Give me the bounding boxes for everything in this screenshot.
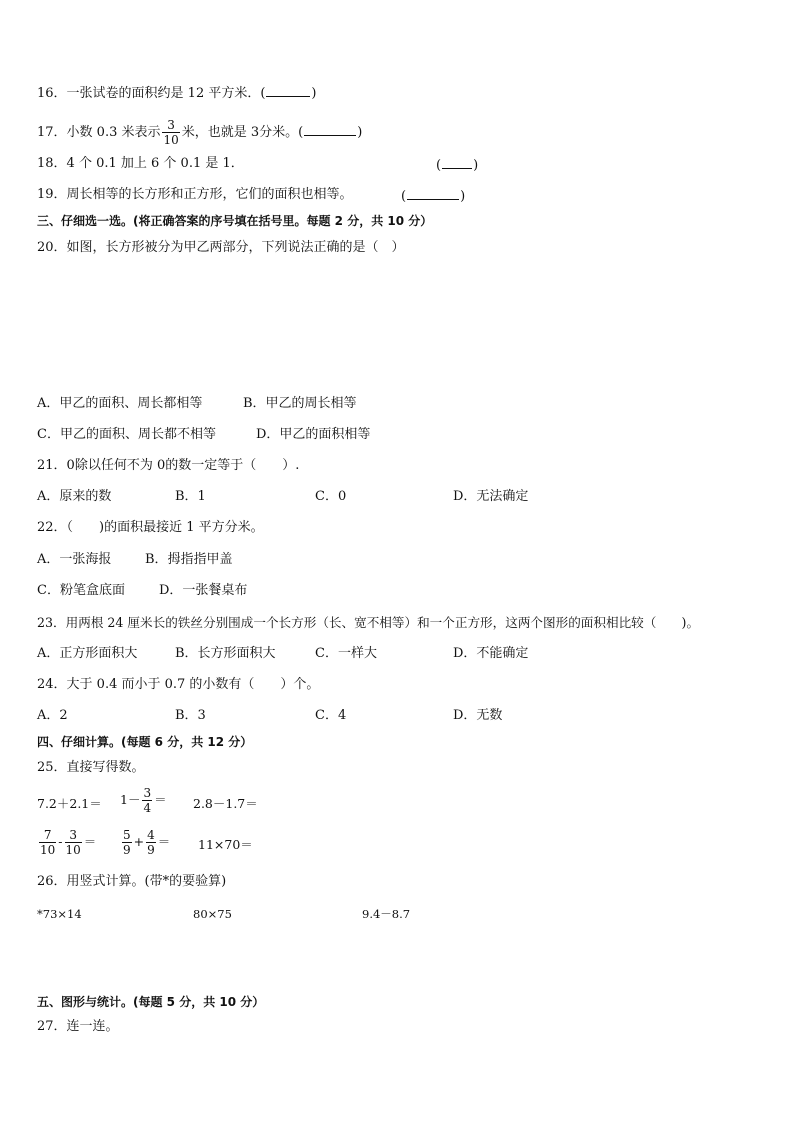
option-b[interactable]: B．1 — [175, 489, 206, 504]
question-26: 26．用竖式计算。(带*的要验算) — [37, 874, 227, 889]
question-25: 25．直接写得数。 — [37, 760, 145, 775]
fraction-5-9: $\frac{5}{9}$ — [123, 828, 131, 857]
option-b[interactable]: B．拇指指甲盖 — [145, 552, 233, 567]
option-c[interactable]: C．一样大 — [315, 646, 377, 661]
question-22: 22．（ )的面积最接近 1 平方分米。 — [37, 520, 264, 535]
option-c[interactable]: C．0 — [315, 489, 347, 504]
section-4-heading: 四、仔细计算。(每题 6 分，共 12 分） — [37, 735, 253, 749]
question-23: 23．用两根 24 厘米长的铁丝分别围成一个长方形（长、宽不相等）和一个正方形，这两个图形的面积相比较（ )。 — [37, 615, 700, 630]
question-21: 21．0除以任何不为 0的数一定等于（ ）. — [37, 458, 300, 473]
calc-item: 11×70＝ — [198, 837, 253, 852]
option-a[interactable]: A．2 — [37, 708, 68, 723]
fraction-3-10: $\frac{3}{10}$ — [65, 828, 81, 857]
option-a[interactable]: A．一张海报 — [37, 552, 112, 567]
option-d[interactable]: D．无法确定 — [453, 489, 529, 504]
question-19-text: 19．周长相等的长方形和正方形，它们的面积也相等。 — [37, 187, 353, 202]
calc-item: $\frac{7}{10}$ - $\frac{3}{10}$ ＝ — [40, 828, 97, 857]
calc-item: *73×14 — [37, 907, 82, 921]
calc-item: 80×75 — [193, 907, 232, 921]
fraction-4-9: $\frac{4}{9}$ — [147, 828, 155, 857]
question-16-text: 16．一张试卷的面积约是 12 平方米．( — [37, 86, 266, 101]
answer-blank[interactable] — [407, 187, 459, 200]
option-c[interactable]: C．粉笔盒底面 — [37, 583, 125, 598]
question-18 — [37, 156, 244, 172]
question-17: 17．小数 0.3 米表示 $\frac{3}{10}$ 米，也就是 3分米。( ) — [37, 118, 363, 147]
question-20: 20．如图，长方形被分为甲乙两部分，下列说法正确的是（ ） — [37, 240, 405, 255]
option-a[interactable]: A．甲乙的面积、周长都相等 — [37, 396, 203, 411]
calc-item: 9.4－8.7 — [362, 907, 411, 921]
option-c[interactable]: C．甲乙的面积、周长都不相等 — [37, 427, 216, 442]
question-19-answer: ( ) — [401, 189, 466, 204]
section-5-heading: 五、图形与统计。(每题 5 分，共 10 分） — [37, 995, 265, 1009]
option-a[interactable]: A．原来的数 — [37, 489, 112, 504]
fraction-7-10: $\frac{7}{10}$ — [40, 828, 56, 857]
calc-item: 2.8－1.7＝ — [193, 796, 258, 811]
question-27: 27．连一连。 — [37, 1019, 119, 1034]
question-18-text: 18．4 个 0.1 加上 6 个 0.1 是 1． — [37, 156, 244, 171]
answer-blank[interactable] — [442, 156, 472, 169]
question-16: 16．一张试卷的面积约是 12 平方米．( ) — [37, 86, 317, 101]
option-a[interactable]: A．正方形面积大 — [37, 646, 138, 661]
option-d[interactable]: D．无数 — [453, 708, 503, 723]
option-d[interactable]: D．甲乙的面积相等 — [256, 427, 371, 442]
fraction-3-4: $\frac{3}{4}$ — [143, 786, 152, 815]
question-24: 24．大于 0.4 而小于 0.7 的小数有（ ）个。 — [37, 677, 320, 692]
calc-item: 1－ $\frac{3}{4}$ ＝ — [120, 786, 167, 815]
option-b[interactable]: B．长方形面积大 — [175, 646, 276, 661]
question-19 — [37, 187, 353, 203]
option-b[interactable]: B．甲乙的周长相等 — [243, 396, 357, 411]
calc-item: $\frac{5}{9}$ + $\frac{4}{9}$ ＝ — [123, 828, 171, 857]
question-17-text: 17．小数 0.3 米表示 — [37, 125, 161, 140]
answer-blank[interactable] — [266, 84, 310, 97]
calc-item: 7.2＋2.1＝ — [37, 796, 102, 811]
option-d[interactable]: D．不能确定 — [453, 646, 529, 661]
section-3-heading: 三、仔细选一选。(将正确答案的序号填在括号里。每题 2 分，共 10 分） — [37, 214, 433, 228]
option-b[interactable]: B．3 — [175, 708, 206, 723]
option-d[interactable]: D．一张餐桌布 — [159, 583, 248, 598]
fraction-3-10: $\frac{3}{10}$ — [163, 118, 179, 147]
question-18-answer: ( ) — [436, 158, 479, 173]
option-c[interactable]: C．4 — [315, 708, 347, 723]
answer-blank[interactable] — [304, 123, 356, 136]
